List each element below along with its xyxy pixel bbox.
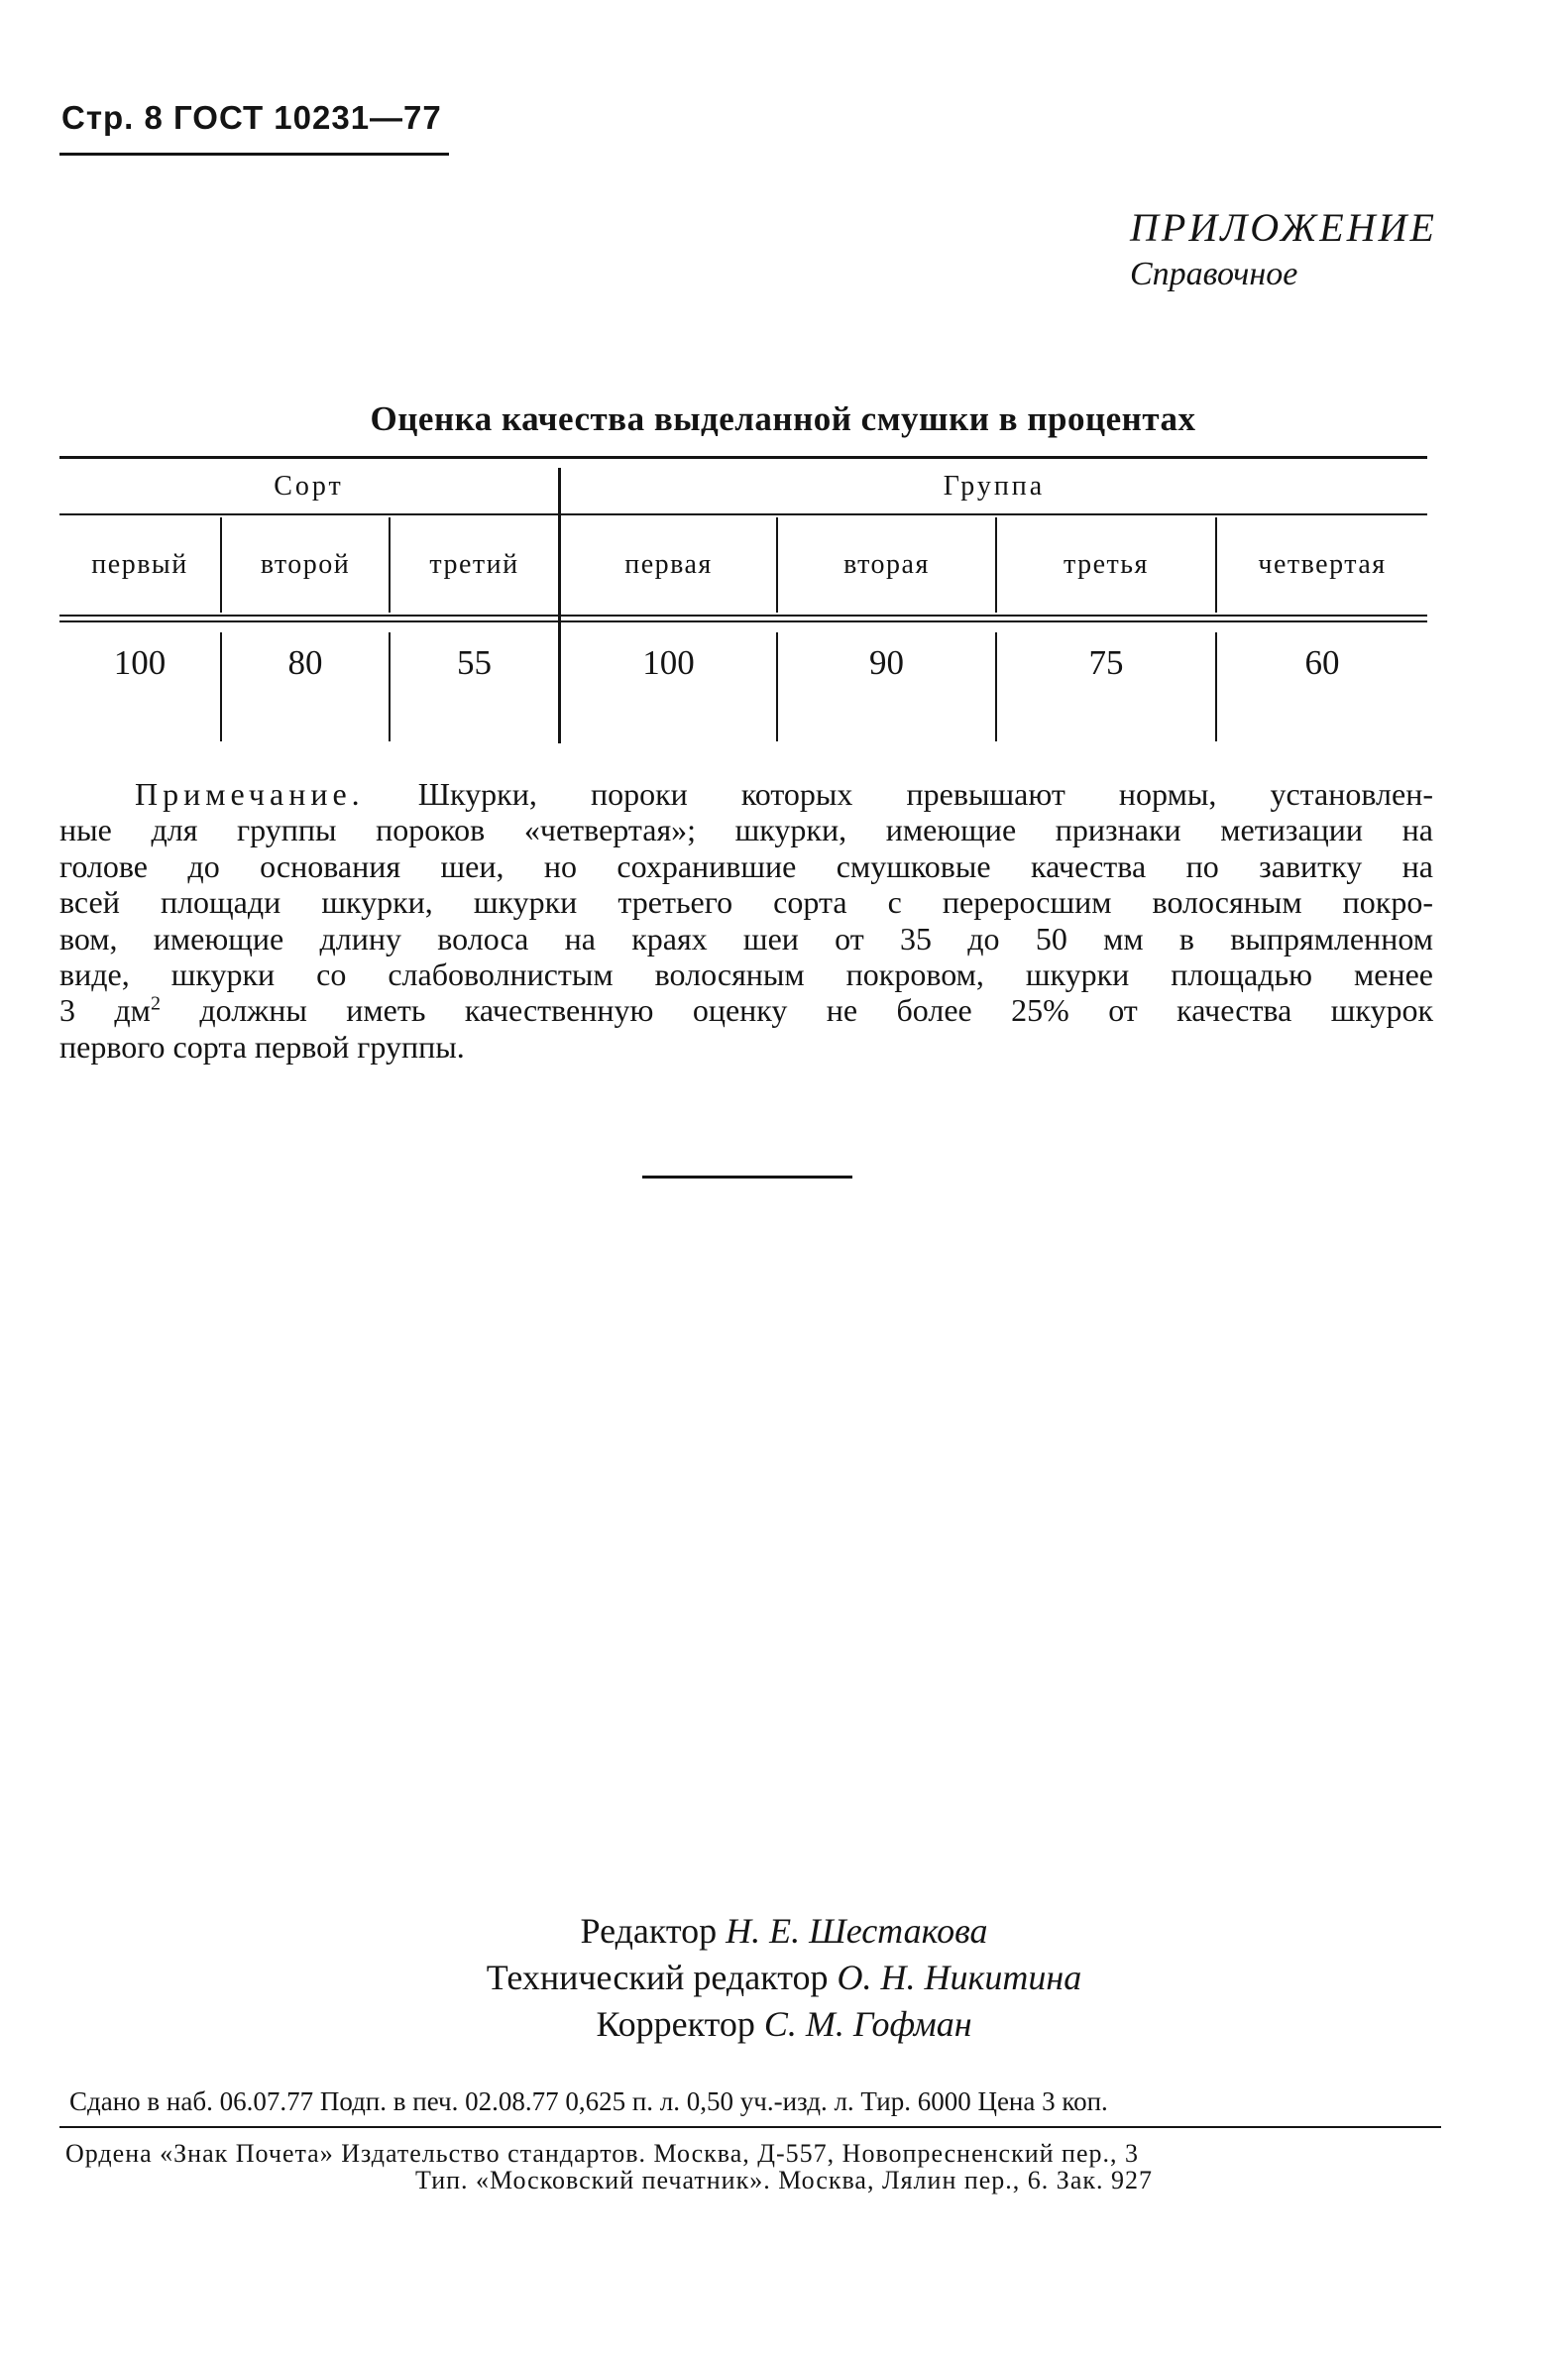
credits xyxy=(0,1908,1568,2048)
table-value: 100 xyxy=(113,643,167,682)
note-label: Примечание. xyxy=(135,776,365,812)
note-line: голове до основания шеи, но сохранившие смушковые качества по завитку на xyxy=(59,847,1433,884)
table-value: 55 xyxy=(457,643,492,682)
table-top-rule xyxy=(59,456,1427,459)
column-header: четвертая xyxy=(1258,549,1387,580)
appendix-subtitle: Справочное xyxy=(1130,256,1298,292)
note-text: должны иметь качественную оценку не более 25% от качества шкурок xyxy=(160,992,1434,1029)
table-note xyxy=(59,776,1433,1065)
credit-line xyxy=(0,1955,1568,2001)
print-info: Сдано в наб. 06.07.77 Подп. в печ. 02.08.77 0,625 п. л. 0,50 уч.-изд. л. Тир. 6000 Цена 3 коп. xyxy=(69,2086,1108,2116)
credit-name: О. Н. Никитина xyxy=(837,1958,1082,1997)
note-line: всей площади шкурки, шкурки третьего сорта с переросшим волосяным покро- xyxy=(59,884,1433,921)
table-value: 100 xyxy=(642,643,695,682)
group-header-group: Группа xyxy=(943,471,1046,502)
credit-role: Редактор xyxy=(580,1911,718,1951)
footer-rule xyxy=(59,2126,1441,2128)
credit-name: С. М. Гофман xyxy=(763,2004,972,2044)
column-header: вторая xyxy=(843,549,930,580)
table-value: 90 xyxy=(869,643,904,682)
credit-line xyxy=(0,2001,1568,2048)
note-line xyxy=(59,992,1433,1028)
header-rule xyxy=(59,153,449,156)
appendix-title: ПРИЛОЖЕНИЕ xyxy=(1130,205,1437,250)
note-line: первого сорта первой группы. xyxy=(59,1028,465,1065)
credit-role: Технический редактор xyxy=(486,1958,829,1997)
table-value: 60 xyxy=(1304,643,1340,682)
section-divider xyxy=(642,1176,852,1179)
table-title: Оценка качества выделанной смушки в процентах xyxy=(370,399,1196,438)
note-text: Шкурки, пороки которых превышают нормы, установлен- xyxy=(364,776,1433,812)
credit-name: Н. Е. Шестакова xyxy=(726,1911,988,1951)
note-line xyxy=(59,776,1433,812)
header-double-rule-2 xyxy=(59,620,1427,622)
header-double-rule-1 xyxy=(59,615,1427,617)
table-value: 80 xyxy=(287,643,323,682)
note-text: 3 дм xyxy=(59,992,151,1029)
publisher-info: Ордена «Знак Почета» Издательство стандартов. Москва, Д-557, Новопресненский пер., 3 xyxy=(65,2139,1140,2168)
superscript: 2 xyxy=(150,992,161,1015)
quality-table xyxy=(59,456,1427,743)
column-header: третий xyxy=(429,549,519,580)
note-line: виде, шкурки со слабоволнистым волосяным покровом, шкурки площадью менее xyxy=(59,956,1433,993)
note-line: ные для группы пороков «четвертая»; шкурки, имеющие признаки метизации на xyxy=(59,812,1433,848)
column-header: первый xyxy=(91,549,188,580)
page-header: Стр. 8 ГОСТ 10231—77 xyxy=(61,99,442,136)
note-line: вом, имеющие длину волоса на краях шеи от 35 до 50 мм в выпрямленном xyxy=(59,920,1433,956)
column-header: первая xyxy=(624,549,713,580)
credit-line xyxy=(0,1908,1568,1955)
group-header-sort: Сорт xyxy=(274,471,344,502)
group-header-rule xyxy=(59,513,1427,515)
column-header: второй xyxy=(260,549,351,580)
column-header: третья xyxy=(1064,549,1149,580)
printer-info: Тип. «Московский печатник». Москва, Лялин пер., 6. Зак. 927 xyxy=(414,2166,1154,2194)
credit-role: Корректор xyxy=(596,2004,755,2044)
table-value: 75 xyxy=(1088,643,1124,682)
